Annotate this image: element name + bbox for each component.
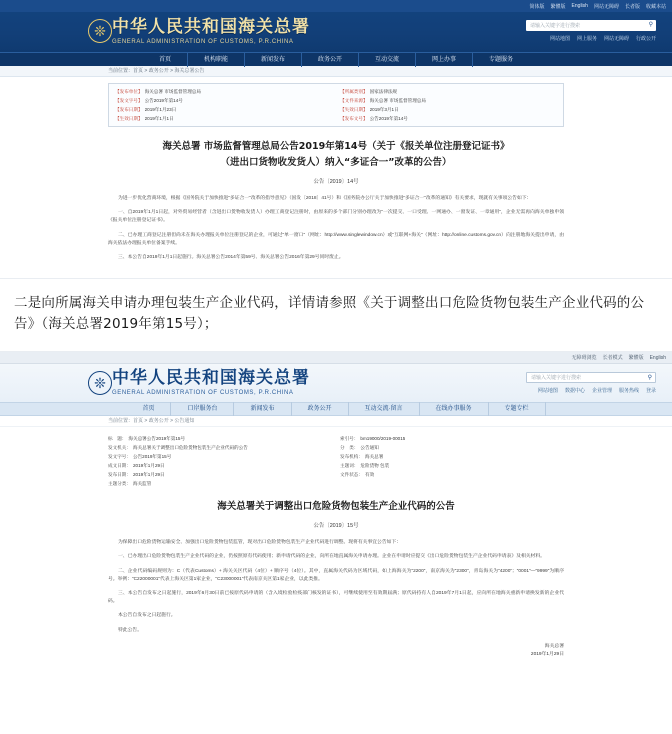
header-links — [538, 387, 656, 394]
meta-row — [340, 435, 564, 442]
nav-item-port-service[interactable]: 口岸服务台 — [171, 402, 234, 416]
meta-key: 【失效日期】 — [340, 107, 368, 112]
document-paragraph: 为保障出口危险货物运输安全、加强出口危险货物包装监管，现对出口危险货物包装生产企业代码进行调整。现将有关事宜公告如下： — [118, 540, 402, 546]
document-number: 公告〔2019〕14号 — [313, 179, 359, 185]
meta-value: 有效 — [364, 472, 375, 478]
callout-text: 二是向所属海关申请办理包装生产企业代码，详情请参照《关于调整出口危险货物包装生产企业代码的公告》（海关总署2019年第15号）； — [14, 295, 645, 333]
topbar-item[interactable]: English — [649, 354, 666, 361]
breadcrumb: 当前位置：首页 > 政务公开 > 公告通知 — [0, 416, 672, 427]
document-title — [108, 139, 564, 171]
signature-org: 海关总署 — [544, 643, 564, 649]
header-link-login[interactable]: 登录 — [645, 388, 656, 395]
topbar-item[interactable]: 长者版 — [624, 3, 640, 10]
search-icon[interactable]: ⚲ — [647, 375, 652, 382]
meta-row — [340, 97, 557, 104]
meta-row — [340, 106, 557, 113]
header-link[interactable]: 企业管理 — [591, 388, 612, 395]
site-header — [0, 364, 672, 402]
document-paragraph: 三、本公告自发布之日起施行，2019年6月30日前已按原代码申请的（含入境检验检疫部门核发的证书），可继续使用至有效期届满；原代码持有人自2019年7月1日起，应向所在地海关重新申请换发新的企业代码。 — [108, 591, 564, 605]
document-paragraph: 为进一步优化营商环境，根据《国务院关于加快推进“多证合一”改革的指导意见》（国发〔2018〕41号）和《国务院办公厅关于加快推进“多证合一”改革的通知》有关要求，现就有关事项公告如下： — [118, 196, 532, 201]
document-paragraph: 特此公告。 — [118, 627, 142, 633]
meta-row — [340, 453, 564, 460]
meta-row — [115, 106, 332, 113]
meta-key: 【发布日期】 — [115, 107, 143, 112]
header-link[interactable]: 网站地图 — [549, 36, 570, 42]
meta-row — [108, 480, 332, 487]
header-right — [526, 372, 656, 394]
meta-row — [108, 471, 332, 478]
header-link[interactable]: 网站地图 — [537, 388, 558, 395]
highlight-callout — [0, 278, 672, 352]
meta-key: 分 类： — [340, 445, 359, 451]
document-number: 公告〔2019〕15号 — [313, 523, 359, 530]
nav-item-topics[interactable]: 专题服务 — [489, 56, 514, 63]
meta-value: 国家法律法规 — [369, 89, 398, 94]
meta-key: 【发布文号】 — [340, 116, 368, 121]
meta-key: 索引号： — [340, 436, 359, 442]
meta-value: bm19000/2019-00015 — [360, 436, 406, 442]
meta-key: 【发文字号】 — [115, 98, 143, 103]
search-input[interactable] — [526, 372, 656, 383]
signature-date: 2019年1月29日 — [530, 651, 564, 657]
meta-value: 海关总署 市场监督管理总局 — [369, 98, 426, 103]
customs-site-top — [0, 0, 672, 278]
meta-value: 海关总署公告2019年第15号 — [128, 436, 186, 442]
meta-row — [108, 435, 332, 442]
meta-value: 2019年1月23日 — [144, 107, 177, 112]
nav-item-online-service[interactable]: 网上办事 — [416, 53, 473, 67]
document-title-line-2: （进出口货物收发货人）纳入“多证合一”改革的公告） — [220, 157, 452, 168]
nav-item-news[interactable]: 新闻发布 — [245, 53, 302, 67]
customs-emblem-icon: ❊ — [88, 371, 112, 395]
topbar-item[interactable]: 无障碍浏览 — [571, 355, 597, 362]
meta-row — [340, 115, 557, 122]
topbar-item[interactable]: 网站无障碍 — [593, 3, 619, 10]
meta-key: 主题分类： — [108, 481, 131, 487]
site-title-block — [112, 370, 310, 396]
topbar-item[interactable]: 简体版 — [529, 3, 545, 10]
meta-value: 2019年1月29日 — [132, 472, 165, 478]
nav-item-openness[interactable]: 政务公开 — [292, 402, 349, 416]
document-title-line-1: 海关总署 市场监督管理总局公告2019年第14号（关于《报关单位注册登记证书》 — [162, 141, 510, 152]
meta-value: 海关监管 — [132, 481, 152, 487]
meta-value: 公告2019年第14号 — [144, 98, 183, 103]
document-paragraph: 二、企业代码编码规则为：C（代表Customs）+ 海关关区代码（4位）+ 顺序号（4位）。其中，直属海关代码为区域代码，如上海海关为“2200”，南京海关为“2300”，青岛海关为“4200”；“0001”—“9999”为顺序号。举例：“C22000001”代表上海关区第1家企业，“C23000001”代表南京关区第1家企业，以此类推。 — [108, 568, 564, 582]
document-paragraph: 三、本公告自2019年1月1日起施行。海关总署公告2014年第59号、海关总署公告2016年第29号同时废止。 — [118, 255, 344, 261]
meta-key: 发布日期： — [108, 472, 131, 478]
customs-emblem-icon: ❊ — [88, 19, 112, 43]
meta-value: 海关总署 市场监督管理总局 — [144, 89, 201, 94]
header-link[interactable]: 网上服务 — [576, 36, 597, 42]
search-placeholder: 请输入关键字进行搜索 — [531, 375, 582, 382]
nav-item-interaction[interactable]: 互动交流·留言 — [349, 402, 420, 416]
meta-key: 标 题： — [108, 436, 127, 442]
document-title — [108, 499, 564, 515]
topbar-item[interactable]: 长者模式 — [602, 355, 623, 362]
meta-value: 海关总署 — [364, 454, 384, 460]
site-title-block — [112, 19, 310, 45]
meta-key: 文件状态： — [340, 472, 363, 478]
meta-row — [340, 444, 564, 451]
topbar-item[interactable]: 繁體版 — [550, 3, 566, 10]
document-title-line-1: 海关总署关于调整出口危险货物包装生产企业代码的公告 — [217, 501, 455, 513]
site-title-en: GENERAL ADMINISTRATION OF CUSTOMS, P.R.CHINA — [112, 390, 294, 397]
document-meta-table — [108, 83, 564, 127]
nav-item-online-service[interactable]: 在线办事服务 — [420, 402, 489, 416]
meta-key: 成文日期： — [108, 463, 131, 469]
site-header — [0, 12, 672, 52]
document-paragraph: 本公告自发布之日起施行。 — [118, 613, 176, 619]
search-input[interactable] — [526, 20, 656, 31]
header-links — [550, 35, 656, 42]
meta-key: 发文字号： — [108, 454, 131, 460]
meta-value: 危险货物 包装 — [360, 463, 390, 469]
meta-row — [115, 88, 332, 95]
header-link[interactable]: 数据中心 — [564, 388, 585, 395]
document-paragraph: 一、自2019年1月1日起，对外贸易经营者（含进出口货物收发货人）办理工商登记注册时，由原来的多个部门分别办理改为“一次提交、一口受理、一网通办、一窗发证、一章通用”，企业无需再向海关单独申领《报关单位注册登记证书》。 — [108, 210, 564, 224]
nav-item-openness[interactable]: 政务公开 — [302, 53, 359, 67]
meta-row — [340, 88, 557, 95]
meta-key: 【所属类别】 — [340, 89, 368, 94]
topbar-item[interactable]: English — [571, 3, 588, 9]
meta-key: 【发布单位】 — [115, 89, 143, 94]
meta-value: 2019年1月1日 — [144, 116, 174, 121]
document-body-bottom — [0, 427, 672, 669]
meta-value: 海关总署关于调整出口危险货物包装生产企业代码的公告 — [132, 445, 248, 451]
site-title-cn: 中华人民共和国海关总署 — [112, 368, 310, 389]
topbar-item[interactable]: 收藏本站 — [645, 3, 666, 10]
top-utility-bar — [0, 0, 672, 12]
header-right — [526, 20, 656, 42]
header-link[interactable]: 网站无障碍 — [603, 36, 629, 42]
meta-row — [108, 462, 332, 469]
meta-row — [115, 115, 332, 122]
meta-key: 发布机构： — [340, 454, 363, 460]
nav-item-topics[interactable]: 专题专栏 — [489, 402, 546, 416]
meta-row — [115, 97, 332, 104]
header-link[interactable]: 行政公开 — [635, 36, 656, 42]
meta-value: 公告2019年第14号 — [369, 116, 408, 121]
breadcrumb: 当前位置：首页 > 政务公开 > 海关总署公告 — [0, 66, 672, 77]
document-paragraph: 二、已办理工商登记注册但尚未在海关办理报关单位注册登记的企业，可通过“单一窗口”（网址：http://www.singlewindow.cn）或“互联网+海关”（网址：http://online.customs.gov.cn）向注册地海关提出申请，由海关依法办理报关单位备案手续。 — [108, 232, 564, 246]
customs-site-bottom — [0, 352, 672, 669]
site-title-cn: 中华人民共和国海关总署 — [112, 17, 310, 38]
meta-key: 【生效日期】 — [115, 116, 143, 121]
document-paragraph: 一、已办理出口危险货物包装生产企业代码的企业，仍按照原有代码使用；新申请代码的企业，向所在地直属海关申请办理。企业在申请时应提交《出口危险货物包装生产企业代码申请表》及相关材料。 — [118, 554, 545, 560]
document-body-top — [0, 77, 672, 278]
site-title-en: GENERAL ADMINISTRATION OF CUSTOMS, P.R.CHINA — [112, 38, 294, 45]
search-placeholder: 请输入关键字进行搜索 — [530, 23, 581, 29]
top-utility-bar — [0, 352, 672, 364]
meta-row — [108, 444, 332, 451]
topbar-item[interactable]: 繁體版 — [628, 355, 644, 362]
meta-key: 【文件来源】 — [340, 98, 368, 103]
meta-key: 发文机关： — [108, 445, 131, 451]
meta-row — [340, 471, 564, 478]
main-nav — [0, 52, 672, 66]
search-icon[interactable]: ⚲ — [648, 22, 653, 28]
meta-value: 公告通知 — [360, 445, 379, 451]
main-nav — [0, 402, 672, 416]
header-link[interactable]: 服务热线 — [618, 388, 639, 395]
nav-item-news[interactable]: 新闻发布 — [234, 402, 291, 416]
meta-value: 2019年1月29日 — [132, 463, 165, 469]
document-meta-table — [108, 433, 564, 487]
nav-item-home[interactable]: 首页 — [126, 402, 171, 416]
meta-row — [340, 462, 564, 469]
meta-row — [108, 453, 332, 460]
nav-item-interaction[interactable]: 互动交流 — [359, 53, 416, 67]
nav-item-home[interactable]: 首页 — [143, 53, 188, 67]
meta-key: 主题词： — [340, 463, 359, 469]
document-signature — [108, 643, 564, 659]
meta-value: 2019年3月1日 — [369, 107, 399, 112]
nav-item-functions[interactable]: 机构职能 — [188, 53, 245, 67]
meta-value: 公告2019年第15号 — [132, 454, 172, 460]
